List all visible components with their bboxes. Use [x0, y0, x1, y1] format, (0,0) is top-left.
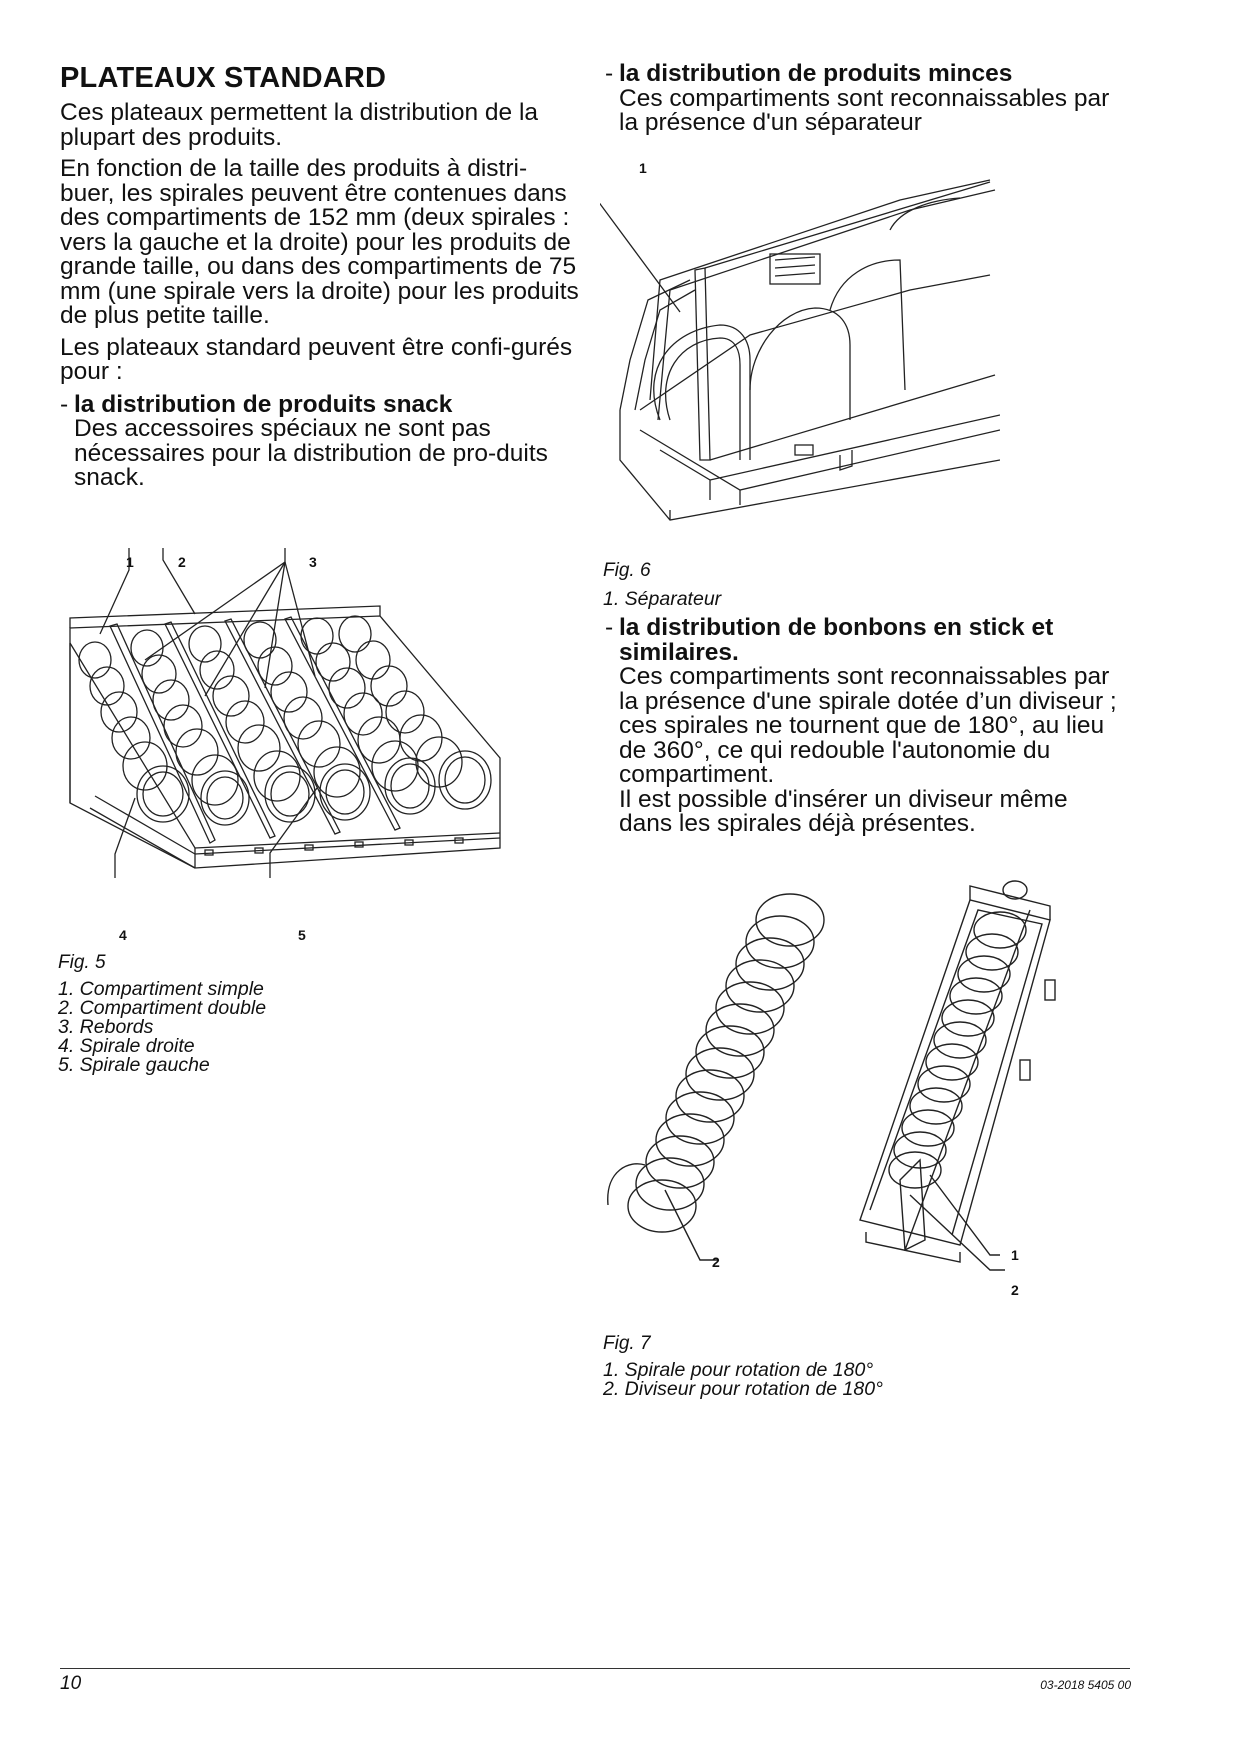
fig7-legend	[603, 1361, 883, 1399]
fig7-caption: Fig. 7	[603, 1333, 651, 1354]
fig7-callout-2b: 2	[1011, 1282, 1019, 1298]
page-number: 10	[60, 1673, 82, 1694]
legend-item: 2. Diviseur pour rotation de 180°	[603, 1378, 883, 1400]
fig6-callout-1: 1	[639, 160, 647, 176]
footer-rule	[60, 1668, 1130, 1669]
legend-item: 1. Séparateur	[603, 588, 722, 610]
document-code: 03-2018 5405 00	[1040, 1678, 1131, 1692]
fig6-legend	[603, 590, 721, 609]
legend-item: 5. Spirale gauche	[58, 1054, 210, 1076]
intro-paragraph: Ces plateaux permettent la distribution de la plupart des produits.	[60, 99, 539, 151]
legend-item: 1. Spirale pour rotation de 180°	[603, 1359, 874, 1381]
fig5-callout-1: 1	[126, 554, 134, 570]
figure-7-spiral-divider-illustration	[590, 860, 1070, 1300]
bullet-dash: -	[60, 390, 69, 418]
bullet-heading: la distribution de bonbons en stick et similaires.	[619, 614, 1054, 666]
bullet-dash: -	[605, 614, 614, 641]
figure-6-separator-illustration	[600, 160, 1000, 560]
right-column-top	[605, 62, 1125, 136]
right-column-middle	[605, 616, 1125, 837]
bullet-text: Ces compartiments sont reconnaissables par la présence d'une spirale dotée d’un diviseur ; ces spirales ne tournent que de 180°, au lieu de 360°, ce qui redouble l'autonomie du compartiment.	[619, 663, 1117, 788]
bullet-snack	[60, 390, 580, 491]
fig7-callout-1: 1	[1011, 1247, 1019, 1263]
legend-item: 1. Compartiment simple	[58, 978, 264, 1000]
bullet-text: Des accessoires spéciaux ne sont pas nécessaires pour la distribution de pro-duits snack.	[74, 415, 548, 491]
legend-item: 2. Compartiment double	[58, 997, 267, 1019]
fig5-caption: Fig. 5	[58, 952, 106, 973]
left-column	[60, 62, 580, 491]
fig5-callout-4: 4	[119, 927, 127, 943]
fig5-callout-5: 5	[298, 927, 306, 943]
bullet-text-2: Il est possible d'insérer un diviseur même dans les spirales déjà présentes.	[619, 785, 1068, 837]
legend-item: 4. Spirale droite	[58, 1035, 195, 1057]
fig5-legend	[58, 980, 266, 1075]
bullet-stick-candies	[605, 616, 1125, 837]
fig5-callout-3: 3	[309, 554, 317, 570]
bullet-heading: la distribution de produits minces	[619, 60, 1013, 87]
config-paragraph: Les plateaux standard peuvent être confi-gurés pour :	[60, 333, 573, 385]
sizes-paragraph: En fonction de la taille des produits à distri-buer, les spirales peuvent être contenues dans des compartiments de 152 mm (deux spirales : vers la gauche et la droite) pour les produits de grande taille, ou dans des compartiments de 75 mm (une spirale vers la droite) pour les produits de plus petite taille.	[60, 155, 579, 329]
legend-item: 3. Rebords	[58, 1016, 154, 1038]
bullet-text: Ces compartiments sont reconnaissables par la présence d'un séparateur	[619, 84, 1110, 136]
bullet-dash: -	[605, 60, 614, 87]
fig7-callout-2a: 2	[712, 1254, 720, 1270]
section-title: PLATEAUX STANDARD	[60, 62, 387, 94]
figure-5-tray-illustration	[55, 548, 525, 948]
bullet-thin-products	[605, 62, 1125, 136]
fig6-caption: Fig. 6	[603, 560, 651, 581]
bullet-heading: la distribution de produits snack	[74, 390, 453, 418]
fig5-callout-2: 2	[178, 554, 186, 570]
